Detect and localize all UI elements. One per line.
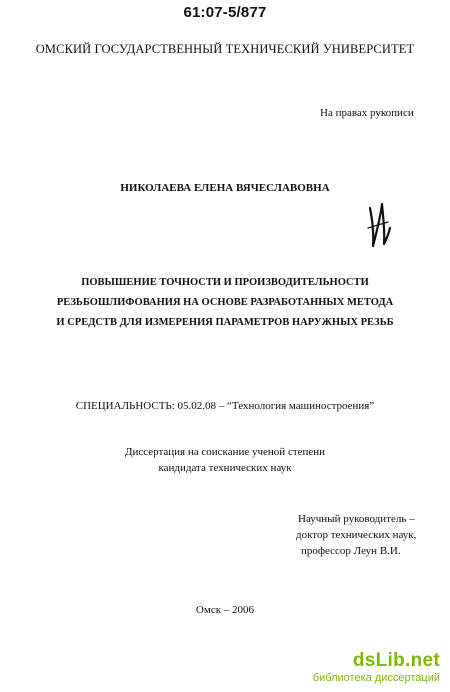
supervisor-line: профессор Леун В.И. <box>301 545 401 557</box>
supervisor-line: Научный руководитель – <box>298 513 415 525</box>
supervisor-block <box>296 511 416 559</box>
dissertation-title <box>14 273 436 333</box>
title-line: ПОВЫШЕНИЕ ТОЧНОСТИ И ПРОИЗВОДИТЕЛЬНОСТИ <box>81 277 369 288</box>
specialty: СПЕЦИАЛЬНОСТЬ: 05.02.08 – “Технология машиностроения” <box>75 400 375 412</box>
handwritten-signature <box>364 198 394 252</box>
catalog-code: 61:07-5/877 <box>183 4 267 21</box>
title-line: И СРЕДСТВ ДЛЯ ИЗМЕРЕНИЯ ПАРАМЕТРОВ НАРУЖНЫХ РЕЗЬБ <box>56 317 394 328</box>
author-name: НИКОЛАЕВА ЕЛЕНА ВЯЧЕСЛАВОВНА <box>120 182 330 194</box>
title-line: РЕЗЬБОШЛИФОВАНИЯ НА ОСНОВЕ РАЗРАБОТАННЫХ МЕТОДА <box>56 297 394 308</box>
watermark-logo: dsLib.net <box>352 650 440 671</box>
rights-note: На правах рукописи <box>320 107 414 119</box>
degree-line: Диссертация на соискание ученой степени <box>124 446 326 458</box>
degree-statement <box>0 444 450 476</box>
degree-line: кандидата технических наук <box>158 462 292 474</box>
watermark-subtitle: библиотека диссертаций <box>312 672 440 684</box>
place-and-year: Омск – 2006 <box>195 604 255 616</box>
university-name: ОМСКИЙ ГОСУДАРСТВЕННЫЙ ТЕХНИЧЕСКИЙ УНИВЕРСИТЕТ <box>35 42 415 56</box>
watermark <box>313 650 440 685</box>
supervisor-line: доктор технических наук, <box>296 529 417 541</box>
